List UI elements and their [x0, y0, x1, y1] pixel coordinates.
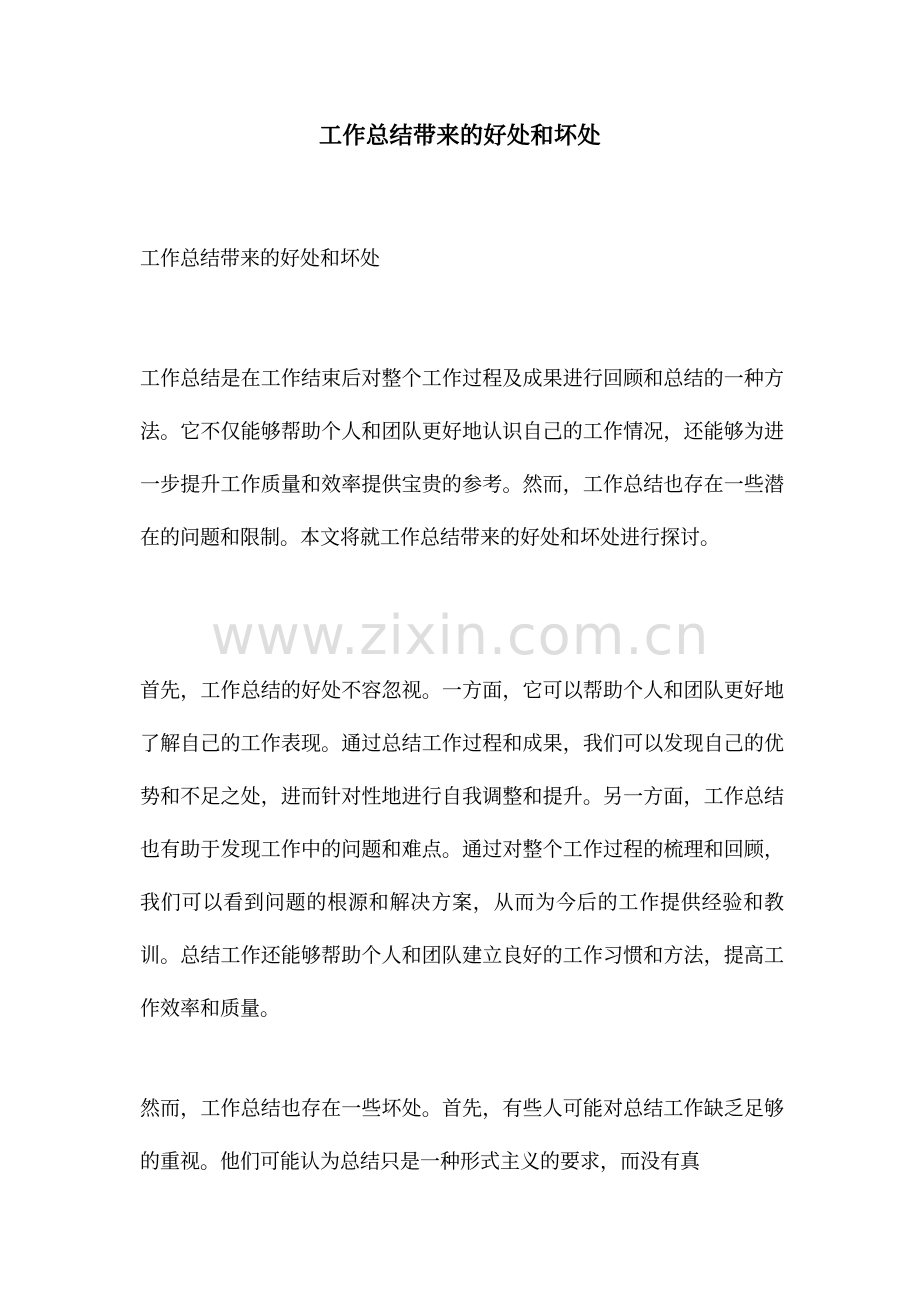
paragraph-benefits: 首先，工作总结的好处不容忽视。一方面，它可以帮助个人和团队更好地了解自己的工作表现。通过总结工作过程和成果，我们可以发现自己的优势和不足之处，进而针对性地进行自我调整和提升。另一方面，工作总结也有助于发现工作中的问题和难点。通过对整个工作过程的梳理和回顾，我们可以看到问题的根源和解决方案，从而为今后的工作提供经验和教训。总结工作还能够帮助个人和团队建立良好的工作习惯和方法，提高工作效率和质量。 [140, 678, 784, 1020]
paragraph-intro: 工作总结是在工作结束后对整个工作过程及成果进行回顾和总结的一种方法。它不仅能够帮助个人和团队更好地认识自己的工作情况，还能够为进一步提升工作质量和效率提供宝贵的参考。然而，工作总结也存在一些潜在的问题和限制。本文将就工作总结带来的好处和坏处进行探讨。 [140, 366, 784, 549]
document-title: 工作总结带来的好处和坏处 [319, 122, 601, 149]
watermark-text: www.zixin.com.cn [210, 604, 710, 667]
paragraph-drawbacks: 然而，工作总结也存在一些坏处。首先，有些人可能对总结工作缺乏足够的重视。他们可能认为总结只是一种形式主义的要求，而没有真 [140, 1096, 784, 1173]
document-subtitle: 工作总结带来的好处和坏处 [140, 246, 380, 270]
